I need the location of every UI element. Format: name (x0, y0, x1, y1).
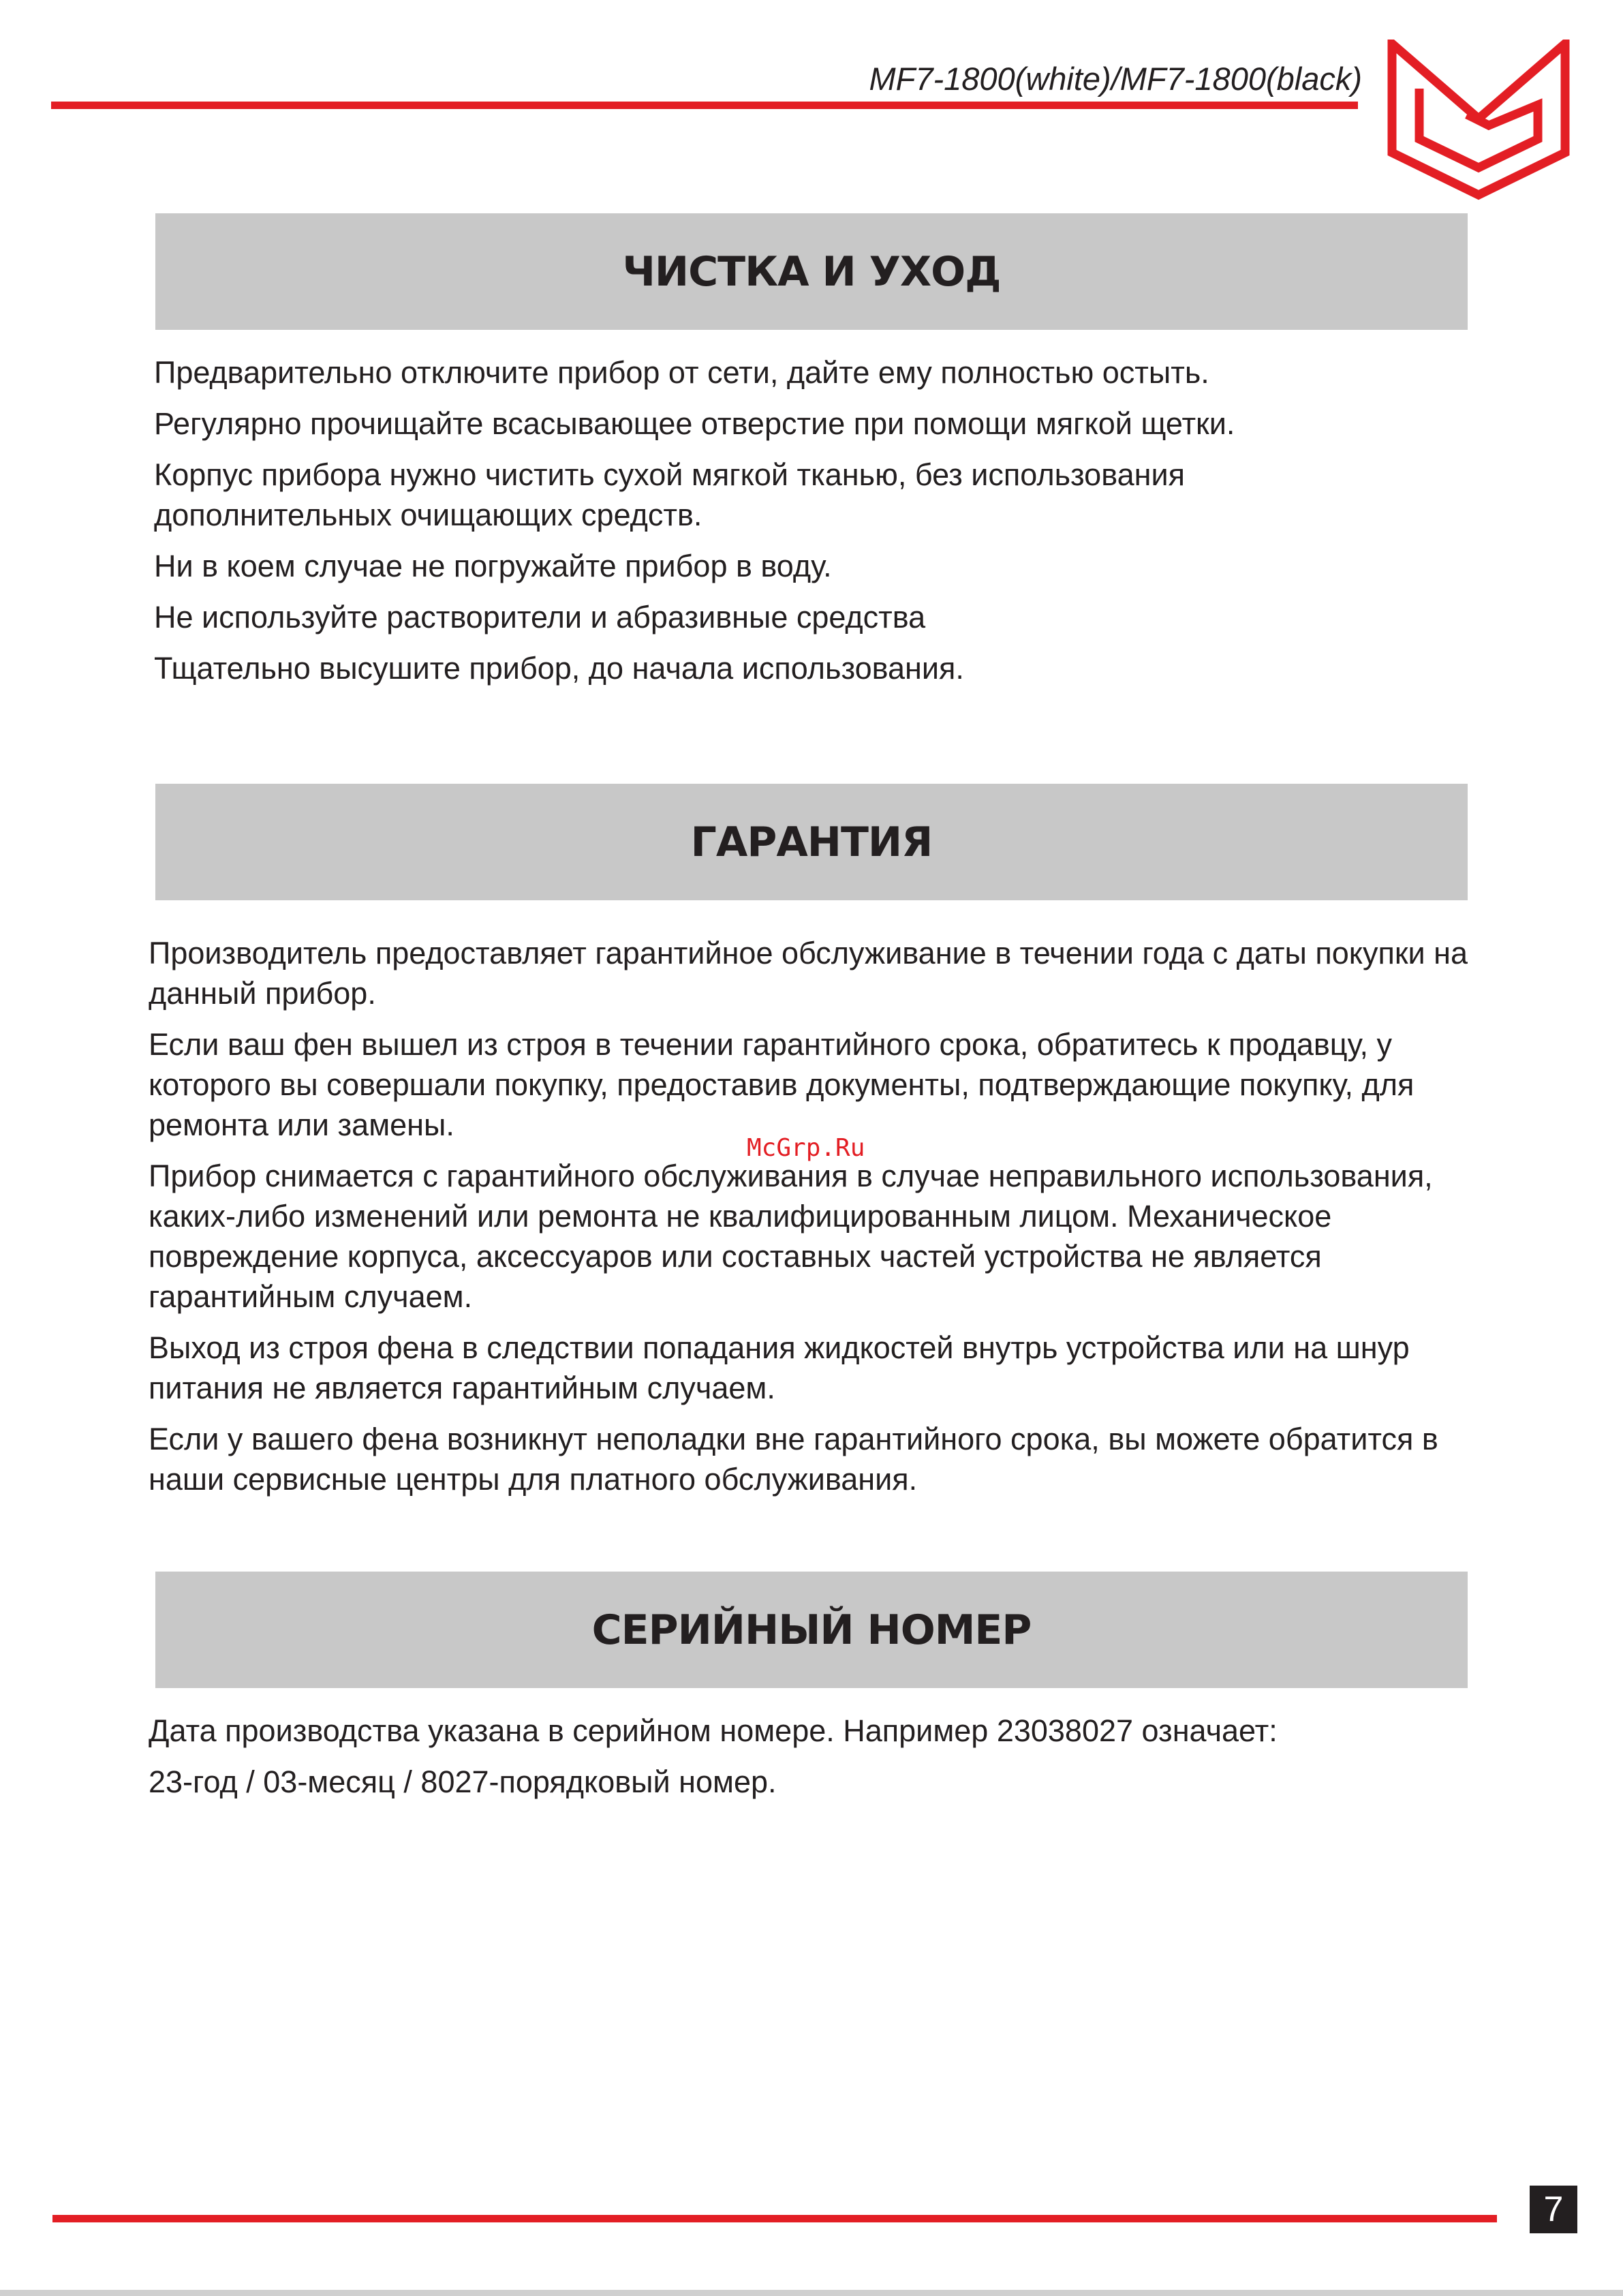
section-title-cleaning: ЧИСТКА И УХОД (622, 247, 1001, 296)
paragraph: Не используйте растворители и абразивные средства (154, 600, 926, 634)
paragraph: Тщательно высушите прибор, до начала использования. (154, 651, 964, 686)
section-bar-serial (155, 1572, 1468, 1688)
section-text-serial (149, 1711, 1484, 1802)
section-bar-warranty (155, 784, 1468, 900)
paragraph: Если у вашего фена возникнут неполадки вне гарантийного срока, вы можете обратится в наши сервисные центры для платного обслуживания. (149, 1422, 1438, 1497)
paragraph: Прибор снимается с гарантийного обслуживания в случае неправильного использования, каких-либо изменений или ремонта не квалифицированным лицом. Механическое повреждение корпуса, аксессуаров или составных частей устройства не является гарантийным случаем. (149, 1159, 1433, 1314)
watermark: McGrp.Ru (747, 1134, 865, 1162)
section-title-serial: СЕРИЙНЫЙ НОМЕР (591, 1606, 1032, 1654)
paragraph: Выход из строя фена в следствии попадания жидкостей внутрь устройства или на шнур питания не является гарантийным случаем. (149, 1330, 1410, 1405)
paragraph: Если ваш фен вышел из строя в течении гарантийного срока, обратитесь к продавцу, у которого вы совершали покупку, предоставив документы, подтверждающие покупку, для ремонта или замены. (149, 1027, 1415, 1142)
page-number: 7 (1530, 2186, 1577, 2233)
paragraph: Регулярно прочищайте всасывающее отверстие при помощи мягкой щетки. (154, 406, 1235, 441)
section-bar-cleaning (155, 213, 1468, 330)
header-rule (51, 102, 1358, 109)
header-model: MF7-1800(white)/MF7-1800(black) (869, 61, 1362, 97)
section-title-warranty: ГАРАНТИЯ (690, 818, 933, 866)
paragraph: Предварительно отключите прибор от сети, дайте ему полностью остыть. (154, 355, 1209, 390)
paragraph: Ни в коем случае не погружайте прибор в воду. (154, 549, 832, 583)
bottom-strip (0, 2290, 1623, 2296)
paragraph: Производитель предоставляет гарантийное обслуживание в течении года с даты покупки на данный прибор. (149, 936, 1468, 1011)
brand-chevron-logo-icon (1387, 40, 1571, 200)
section-text-warranty (149, 933, 1484, 1499)
paragraph: 23-год / 03-месяц / 8027-порядковый номер. (149, 1764, 777, 1799)
paragraph: Корпус прибора нужно чистить сухой мягкой тканью, без использования дополнительных очищающих средств. (154, 457, 1185, 532)
footer-rule (52, 2215, 1497, 2222)
section-text-cleaning (154, 352, 1312, 688)
paragraph: Дата производства указана в серийном номере. Например 23038027 означает: (149, 1713, 1278, 1748)
